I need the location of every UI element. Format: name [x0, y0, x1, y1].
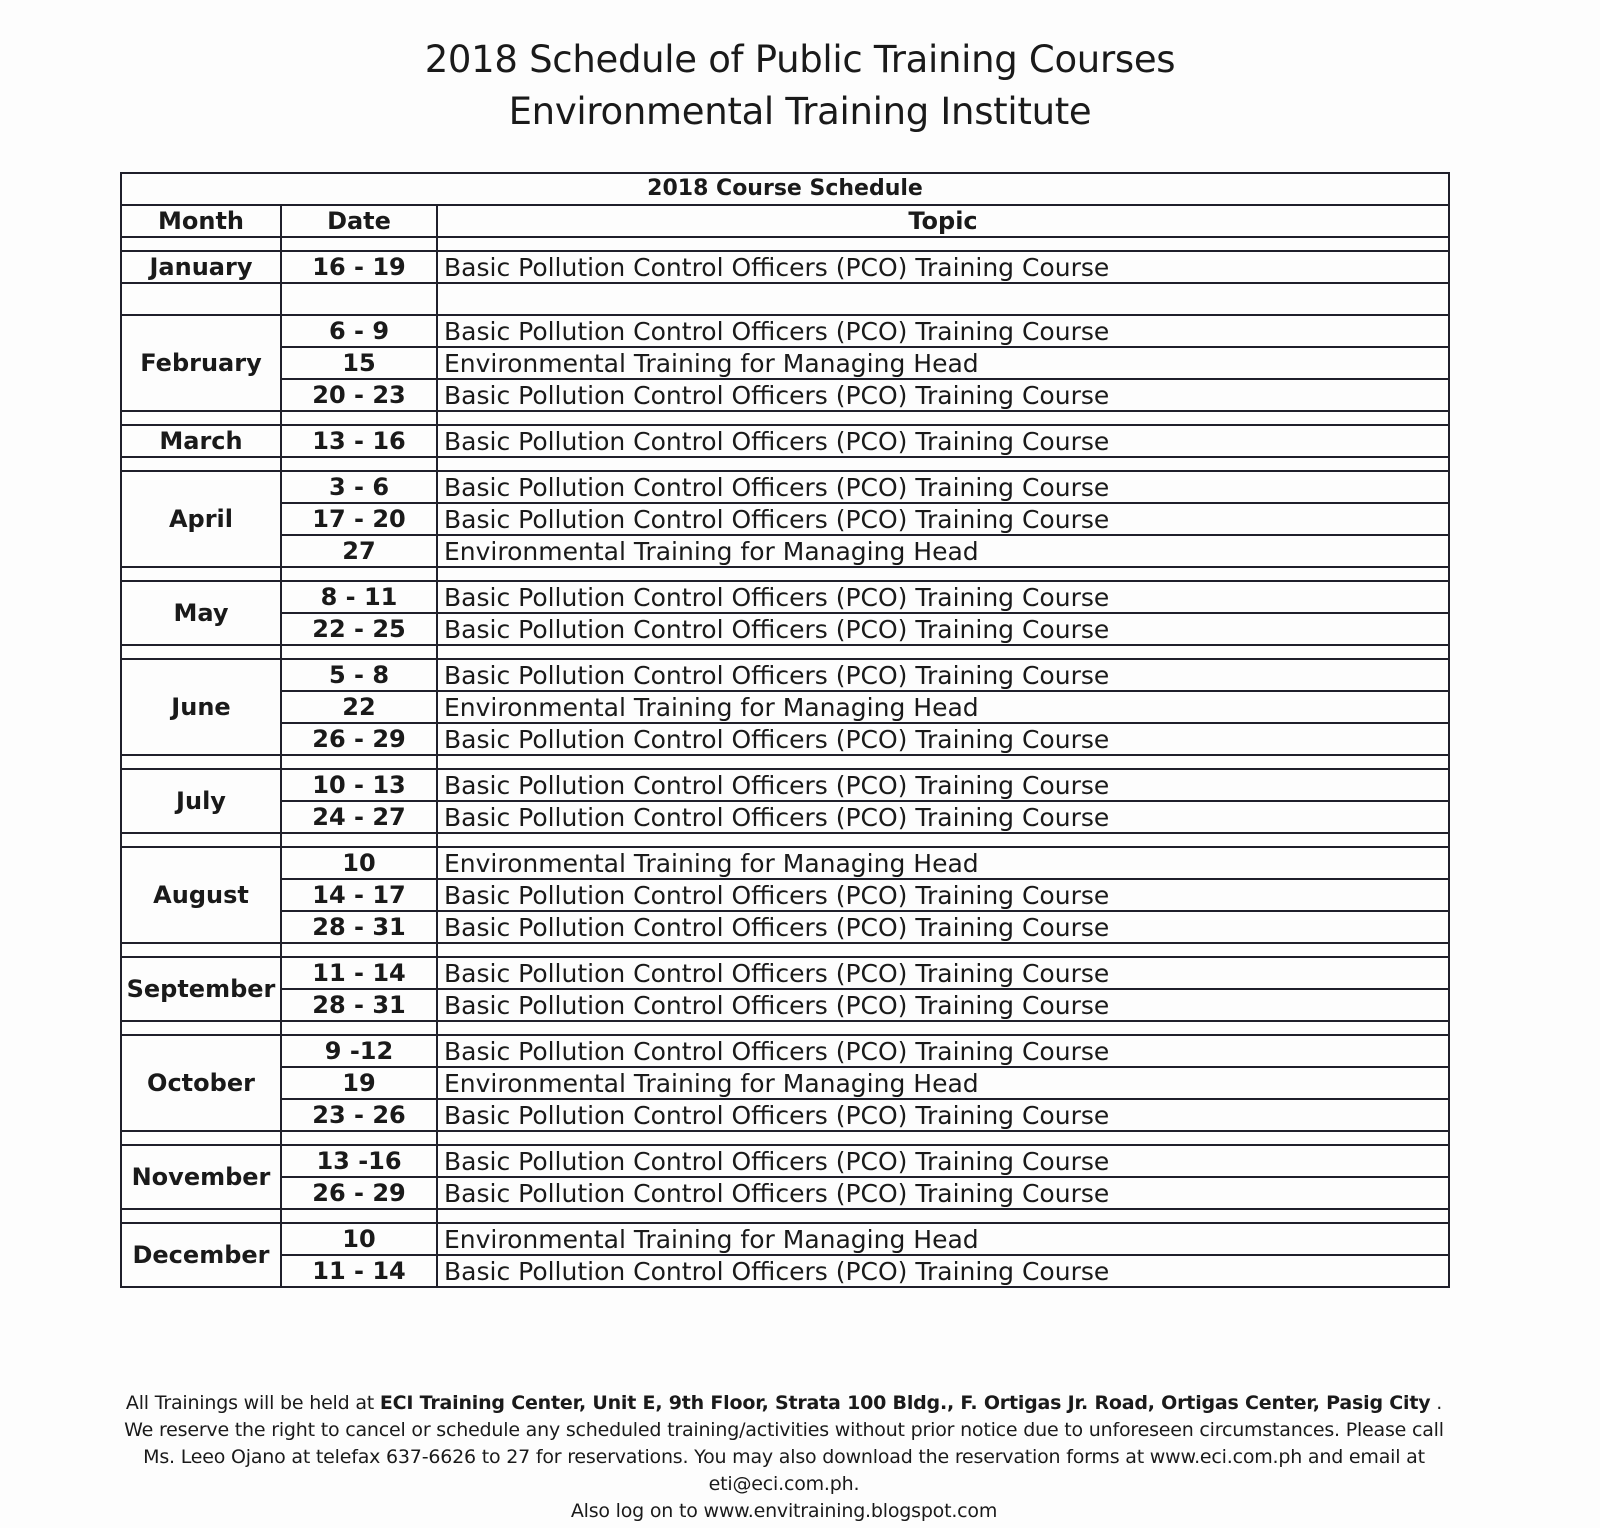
spacer-cell — [121, 1209, 281, 1223]
table-row — [121, 723, 1449, 755]
spacer-cell — [121, 567, 281, 581]
spacer-cell — [437, 943, 1449, 957]
spacer-cell — [281, 645, 437, 659]
table-row — [121, 769, 1449, 801]
spacer-cell — [281, 833, 437, 847]
spacer-cell — [281, 1021, 437, 1035]
course-schedule-table — [120, 172, 1450, 1288]
spacer-row — [121, 411, 1449, 425]
spacer-cell — [121, 411, 281, 425]
column-header-topic: Topic — [437, 205, 1449, 237]
footer-venue: ECI Training Center, Unit E, 9th Floor, Strata 100 Bldg., F. Ortigas Jr. Road, Ortigas Center, Pasig City — [379, 1392, 1431, 1414]
spacer-row — [121, 1131, 1449, 1145]
date-cell: 15 — [281, 347, 437, 379]
spacer-row — [121, 237, 1449, 251]
spacer-cell — [281, 457, 437, 471]
date-cell: 11 - 14 — [281, 957, 437, 989]
footer-note — [120, 1390, 1448, 1525]
table-row — [121, 315, 1449, 347]
date-cell: 5 - 8 — [281, 659, 437, 691]
topic-cell: Basic Pollution Control Officers (PCO) Training Course — [437, 581, 1449, 613]
date-cell: 13 - 16 — [281, 425, 437, 457]
spacer-cell — [281, 1131, 437, 1145]
spacer-cell — [121, 833, 281, 847]
date-cell: 17 - 20 — [281, 503, 437, 535]
spacer-cell — [437, 411, 1449, 425]
date-cell: 24 - 27 — [281, 801, 437, 833]
spacer-cell — [437, 283, 1449, 315]
date-cell: 11 - 14 — [281, 1255, 437, 1287]
spacer-cell — [437, 645, 1449, 659]
date-cell: 26 - 29 — [281, 723, 437, 755]
date-cell: 26 - 29 — [281, 1177, 437, 1209]
spacer-cell — [281, 1209, 437, 1223]
spacer-row — [121, 567, 1449, 581]
topic-cell: Basic Pollution Control Officers (PCO) Training Course — [437, 1099, 1449, 1131]
spacer-cell — [437, 1209, 1449, 1223]
spacer-cell — [121, 457, 281, 471]
spacer-cell — [121, 1021, 281, 1035]
month-cell: July — [121, 769, 281, 833]
month-cell: February — [121, 315, 281, 411]
topic-cell: Basic Pollution Control Officers (PCO) Training Course — [437, 723, 1449, 755]
table-row — [121, 879, 1449, 911]
topic-cell: Basic Pollution Control Officers (PCO) Training Course — [437, 1035, 1449, 1067]
table-caption: 2018 Course Schedule — [121, 173, 1449, 205]
spacer-cell — [437, 567, 1449, 581]
spacer-row — [121, 1021, 1449, 1035]
spacer-cell — [437, 755, 1449, 769]
table-row — [121, 989, 1449, 1021]
date-cell: 22 — [281, 691, 437, 723]
topic-cell: Basic Pollution Control Officers (PCO) Training Course — [437, 659, 1449, 691]
column-header-date: Date — [281, 205, 437, 237]
spacer-cell — [121, 1131, 281, 1145]
table-row — [121, 347, 1449, 379]
spacer-cell — [281, 237, 437, 251]
date-cell: 10 — [281, 847, 437, 879]
date-cell: 10 — [281, 1223, 437, 1255]
spacer-cell — [437, 457, 1449, 471]
spacer-cell — [121, 237, 281, 251]
table-row — [121, 911, 1449, 943]
spacer-row — [121, 943, 1449, 957]
date-cell: 23 - 26 — [281, 1099, 437, 1131]
date-cell: 10 - 13 — [281, 769, 437, 801]
month-cell: March — [121, 425, 281, 457]
month-cell: April — [121, 471, 281, 567]
topic-cell: Basic Pollution Control Officers (PCO) Training Course — [437, 957, 1449, 989]
spacer-cell — [281, 283, 437, 315]
topic-cell: Environmental Training for Managing Head — [437, 691, 1449, 723]
topic-cell: Basic Pollution Control Officers (PCO) Training Course — [437, 989, 1449, 1021]
topic-cell: Basic Pollution Control Officers (PCO) Training Course — [437, 503, 1449, 535]
page-title: 2018 Schedule of Public Training Courses — [424, 38, 1176, 81]
table-row — [121, 1145, 1449, 1177]
topic-cell: Environmental Training for Managing Head — [437, 1223, 1449, 1255]
spacer-row — [121, 1209, 1449, 1223]
month-cell: October — [121, 1035, 281, 1131]
table-row — [121, 847, 1449, 879]
topic-cell: Basic Pollution Control Officers (PCO) Training Course — [437, 1177, 1449, 1209]
date-cell: 13 -16 — [281, 1145, 437, 1177]
footer-text-2: . We reserve the right to cancel or schedule any scheduled training/activities without prior notice due to unforeseen circumstances. Please call Ms. Leeo Ojano at telefax 637-6626 to 27 for reservations. You may also download the reservation forms at www.eci.com.ph and email at eti@eci.com.ph. — [124, 1392, 1444, 1495]
topic-cell: Environmental Training for Managing Head — [437, 847, 1449, 879]
date-cell: 6 - 9 — [281, 315, 437, 347]
table-row — [121, 379, 1449, 411]
spacer-row — [121, 755, 1449, 769]
spacer-cell — [437, 237, 1449, 251]
topic-cell: Environmental Training for Managing Head — [437, 535, 1449, 567]
date-cell: 9 -12 — [281, 1035, 437, 1067]
date-cell: 27 — [281, 535, 437, 567]
topic-cell: Environmental Training for Managing Head — [437, 1067, 1449, 1099]
table-row — [121, 801, 1449, 833]
table-row — [121, 1099, 1449, 1131]
spacer-cell — [121, 645, 281, 659]
table-row — [121, 251, 1449, 283]
footer-text-3: Also log on to www.envitraining.blogspot.com — [570, 1500, 998, 1522]
table-row — [121, 503, 1449, 535]
footer-text-1: All Trainings will be held at — [125, 1392, 380, 1414]
month-cell: December — [121, 1223, 281, 1287]
topic-cell: Environmental Training for Managing Head — [437, 347, 1449, 379]
month-cell: May — [121, 581, 281, 645]
spacer-cell — [437, 1131, 1449, 1145]
month-cell: August — [121, 847, 281, 943]
month-cell: September — [121, 957, 281, 1021]
table-row — [121, 659, 1449, 691]
table-row — [121, 581, 1449, 613]
spacer-cell — [281, 411, 437, 425]
spacer-cell — [121, 755, 281, 769]
spacer-cell — [121, 283, 281, 315]
table-row — [121, 471, 1449, 503]
date-cell: 14 - 17 — [281, 879, 437, 911]
spacer-cell — [281, 567, 437, 581]
column-header-month: Month — [121, 205, 281, 237]
table-row — [121, 1255, 1449, 1287]
month-cell: June — [121, 659, 281, 755]
month-cell: November — [121, 1145, 281, 1209]
date-cell: 19 — [281, 1067, 437, 1099]
table-row — [121, 957, 1449, 989]
spacer-row — [121, 645, 1449, 659]
date-cell: 8 - 11 — [281, 581, 437, 613]
table-row — [121, 1177, 1449, 1209]
topic-cell: Basic Pollution Control Officers (PCO) Training Course — [437, 911, 1449, 943]
table-row — [121, 425, 1449, 457]
table-row — [121, 691, 1449, 723]
topic-cell: Basic Pollution Control Officers (PCO) Training Course — [437, 769, 1449, 801]
table-row — [121, 1035, 1449, 1067]
spacer-row — [121, 283, 1449, 315]
spacer-row — [121, 833, 1449, 847]
topic-cell: Basic Pollution Control Officers (PCO) Training Course — [437, 801, 1449, 833]
topic-cell: Basic Pollution Control Officers (PCO) Training Course — [437, 1255, 1449, 1287]
topic-cell: Basic Pollution Control Officers (PCO) Training Course — [437, 879, 1449, 911]
table-row — [121, 1067, 1449, 1099]
table-row — [121, 535, 1449, 567]
page-subtitle: Environmental Training Institute — [508, 90, 1092, 133]
topic-cell: Basic Pollution Control Officers (PCO) Training Course — [437, 425, 1449, 457]
topic-cell: Basic Pollution Control Officers (PCO) Training Course — [437, 1145, 1449, 1177]
month-cell: January — [121, 251, 281, 283]
topic-cell: Basic Pollution Control Officers (PCO) Training Course — [437, 379, 1449, 411]
spacer-cell — [437, 833, 1449, 847]
table-row — [121, 1223, 1449, 1255]
spacer-cell — [437, 1021, 1449, 1035]
table-row — [121, 613, 1449, 645]
date-cell: 20 - 23 — [281, 379, 437, 411]
topic-cell: Basic Pollution Control Officers (PCO) Training Course — [437, 471, 1449, 503]
date-cell: 22 - 25 — [281, 613, 437, 645]
spacer-cell — [281, 755, 437, 769]
topic-cell: Basic Pollution Control Officers (PCO) Training Course — [437, 251, 1449, 283]
topic-cell: Basic Pollution Control Officers (PCO) Training Course — [437, 613, 1449, 645]
date-cell: 28 - 31 — [281, 989, 437, 1021]
date-cell: 28 - 31 — [281, 911, 437, 943]
date-cell: 3 - 6 — [281, 471, 437, 503]
date-cell: 16 - 19 — [281, 251, 437, 283]
topic-cell: Basic Pollution Control Officers (PCO) Training Course — [437, 315, 1449, 347]
spacer-row — [121, 457, 1449, 471]
spacer-cell — [281, 943, 437, 957]
spacer-cell — [121, 943, 281, 957]
